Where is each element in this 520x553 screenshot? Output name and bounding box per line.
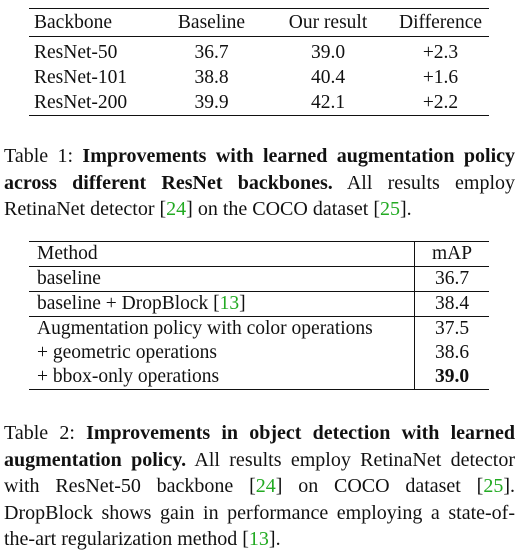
method-cell: baseline — [29, 267, 415, 292]
caption-bold-text: Improvements in object detection with learned augmentation policy. — [4, 422, 515, 471]
caption-text: ] on the COCO dataset [ — [186, 198, 381, 220]
caption-label: Table 2: — [4, 422, 87, 444]
table-row — [29, 267, 489, 292]
caption-text: ]. — [268, 528, 281, 550]
table-header-row — [29, 242, 489, 267]
citation-link[interactable]: 13 — [248, 528, 269, 550]
table-row — [29, 65, 489, 90]
citation-link[interactable]: 25 — [380, 198, 401, 220]
citation-link[interactable]: 24 — [166, 198, 187, 220]
table-row — [29, 37, 489, 66]
baseline-cell: 39.9 — [194, 91, 229, 113]
caption-text: All results employ RetinaNet detector [ — [4, 171, 515, 220]
our-result-cell: 39.0 — [310, 41, 346, 63]
map-cell-best: 39.0 — [434, 366, 470, 387]
table-row — [29, 292, 489, 317]
backbone-cell: ResNet-101 — [34, 66, 128, 88]
map-cell: 37.5 — [434, 318, 470, 339]
baseline-cell: 36.7 — [194, 41, 229, 63]
backbone-cell: ResNet-200 — [34, 91, 128, 113]
caption-text: ]. — [400, 198, 412, 220]
our-result-cell: 40.4 — [310, 66, 346, 88]
column-header-backbone: Backbone — [29, 9, 159, 37]
table-row — [29, 365, 489, 390]
table-2-caption — [4, 420, 515, 553]
map-cell: 38.6 — [434, 342, 470, 363]
map-cell: 36.7 — [415, 267, 490, 292]
method-cell: + bbox-only operations — [29, 365, 415, 390]
caption-label: Table 1: — [4, 145, 83, 167]
table-row — [29, 341, 489, 365]
column-header-method: Method — [29, 242, 415, 267]
difference-cell: +2.2 — [422, 91, 459, 113]
table-header-row — [29, 9, 489, 37]
baseline-cell: 38.8 — [194, 66, 229, 88]
caption-bold-text: Improvements with learned augmentation policy across different ResNet backbones. — [4, 145, 515, 194]
difference-cell: +2.3 — [422, 41, 459, 63]
method-text: ] — [239, 293, 246, 314]
column-header-baseline: Baseline — [159, 9, 264, 37]
caption-text: ] on COCO dataset [ — [275, 475, 484, 497]
backbone-results-table — [29, 8, 489, 116]
method-cell: Augmentation policy with color operations — [29, 317, 415, 342]
table-1-caption — [4, 143, 515, 223]
citation-link[interactable]: 13 — [219, 293, 240, 314]
table-row — [29, 317, 489, 342]
method-cell — [29, 292, 415, 317]
difference-cell: +1.6 — [422, 66, 459, 88]
column-header-our-result: Our result — [264, 9, 392, 37]
table-row — [29, 90, 489, 116]
method-cell: + geometric operations — [29, 341, 415, 365]
column-header-map: mAP — [415, 242, 490, 267]
caption-text: ]. DropBlock shows gain in performance employing a state-of-the-art regularization method [ — [4, 475, 515, 550]
map-cell: 38.4 — [415, 292, 490, 317]
our-result-cell: 42.1 — [310, 91, 346, 113]
method-text: baseline + DropBlock [ — [37, 293, 220, 314]
column-header-difference: Difference — [392, 9, 489, 37]
caption-text: All results employ RetinaNet detector with ResNet-50 backbone [ — [4, 448, 515, 497]
backbone-cell: ResNet-50 — [34, 41, 118, 63]
citation-link[interactable]: 25 — [483, 475, 504, 497]
citation-link[interactable]: 24 — [255, 475, 276, 497]
augmentation-results-table — [29, 241, 489, 390]
